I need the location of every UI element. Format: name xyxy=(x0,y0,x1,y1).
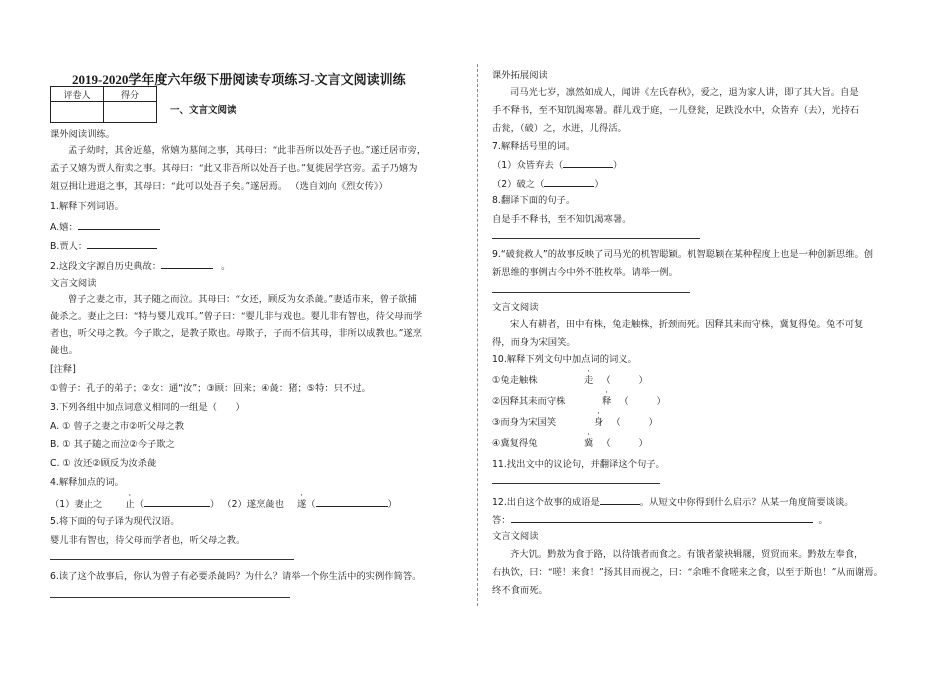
score-cell[interactable] xyxy=(104,102,157,123)
reading-heading: 文言文阅读 xyxy=(492,302,539,313)
answer-blank[interactable]: （ ） xyxy=(611,417,658,428)
passage-5-line: 右执饮，曰：“嗟！来食！”扬其目而视之，曰：“余唯不食嗟来之食，以至于斯也！”从而谢焉。 xyxy=(492,567,883,578)
passage-5-line: 终不食而死。 xyxy=(492,585,548,596)
answer-blank[interactable]: （ ） xyxy=(601,375,648,386)
answer-prompt: 答： 。 xyxy=(492,512,828,527)
question-1a: A.嬉： xyxy=(50,219,160,234)
score-table xyxy=(50,86,157,123)
answer-line[interactable] xyxy=(492,292,690,293)
answer-blank[interactable] xyxy=(563,157,613,168)
passage-3-line: 手不释书，至不知饥渴寒暑。群儿戏于庭，一儿登瓮，足跌没水中，众皆弃（去），光持石 xyxy=(492,105,860,116)
question-7: 7.解释括号里的词。 xyxy=(492,141,576,152)
passage-2-line: 彘杀之。妻止之曰：“特与婴儿戏耳。”曾子曰：“婴儿非与戏也。婴儿非有智也，待父母而学 xyxy=(50,311,423,322)
score-table-header-grader: 评卷人 xyxy=(51,87,104,102)
column-divider xyxy=(477,64,478,606)
left-column xyxy=(50,0,468,673)
question-11: 11.找出文中的议论句，并翻译这个句子。 xyxy=(492,459,665,470)
answer-blank[interactable]: （ ） xyxy=(619,396,666,407)
note-text: ①曾子：孔子的弟子；②女：通“汝”；③顾：回来；④彘：猪；⑤特：只不过。 xyxy=(50,383,371,394)
answer-blank[interactable] xyxy=(316,496,388,507)
score-table-header-score: 得分 xyxy=(104,87,157,102)
answer-line[interactable] xyxy=(492,483,660,484)
page-title: 2019-2020学年度六年级下册阅读专项练习-文言文阅读训练 xyxy=(72,72,406,87)
note-title: [注释] xyxy=(50,364,76,375)
question-1b: B.贾人： xyxy=(50,238,157,253)
question-10-item: ①兔走触株 走 （ ） xyxy=(492,375,648,386)
question-2: 2.这段文字源自历史典故： 。 xyxy=(50,258,230,273)
question-1: 1.解释下列词语。 xyxy=(50,201,124,212)
question-10: 10.解释下列文句中加点词的词义。 xyxy=(492,354,637,365)
option-c[interactable]: C. ① 汝还②顾反为汝杀彘 xyxy=(50,458,157,469)
question-9-line: 9.“破瓮救人”的故事反映了司马光的机智聪颖。机智聪颖在某种程度上也是一种创新思维。创 xyxy=(492,249,874,260)
question-10-item: ②因释其耒而守株 释 （ ） xyxy=(492,396,666,407)
passage-2-line: 彘也。 xyxy=(50,345,78,356)
question-6: 6.读了这个故事后，你认为曾子有必要杀彘吗？为什么？请举一个你生活中的实例作简答。 xyxy=(50,571,422,582)
question-10-item: ④冀复得兔 冀 （ ） xyxy=(492,438,648,449)
question-3: 3.下列各组中加点词意义相同的一组是（ ） xyxy=(50,402,245,413)
passage-5-line: 齐大饥。黔敖为食于路，以待饿者而食之。有饿者蒙袂辑屦，贸贸而来。黔敖左奉食， xyxy=(510,549,864,560)
question-8-sentence: 自是手不释书，至不知饥渴寒暑。 xyxy=(492,214,632,225)
question-9-line: 新思维的事例古今中外不胜枚举。请举一例。 xyxy=(492,267,678,278)
question-10-item: ③而身为宋国笑 身 （ ） xyxy=(492,417,658,428)
passage-1-line: 孟子又嬉为贾人衔卖之事。其母曰：“此又非吾所以处吾子也。”复徙居学宫旁。孟子乃嬉为 xyxy=(50,163,418,174)
reading-heading: 课外拓展阅读 xyxy=(492,70,548,81)
option-b[interactable]: B. ① 其子随之而泣②今子欺之 xyxy=(50,439,175,450)
section-heading: 一、文言文阅读 xyxy=(170,105,237,116)
answer-blank[interactable]: （ ） xyxy=(601,438,648,449)
passage-4-line: 得，而身为宋国笑。 xyxy=(492,337,576,348)
answer-line[interactable] xyxy=(492,238,700,239)
question-7-1: （1）众皆弃去（ ） xyxy=(492,157,622,172)
answer-blank[interactable] xyxy=(78,219,160,230)
passage-2-line: 者也，听父母之教。今子欺之，是教子欺也。母欺子，子而不信其母，非所以成教也。”遂烹 xyxy=(50,328,422,339)
question-4: 4.解释加点的词。 xyxy=(50,477,124,488)
intro-text: 课外阅读训练。 xyxy=(50,129,116,140)
passage-4-line: 宋人有耕者，田中有株，兔走触株，折颈而死。因释其耒而守株，冀复得兔。兔不可复 xyxy=(510,319,864,330)
passage-1-line: 孟子幼时，其舍近墓，常嬉为墓间之事，其母曰：“此非吾所以处吾子也。”遂迁居市旁， xyxy=(68,145,427,156)
answer-line[interactable] xyxy=(50,559,294,560)
answer-blank[interactable] xyxy=(600,494,640,505)
answer-blank[interactable] xyxy=(544,176,594,187)
question-12: 12.出自这个故事的成语是 。从短文中你得到什么启示？从某一角度简要谈谈。 xyxy=(492,494,854,509)
passage-1-line: 俎豆揖让进退之事，其母曰：“此可以处吾子矣。”遂居焉。 （选自刘向《烈女传》） xyxy=(50,181,388,192)
reading-heading: 文言文阅读 xyxy=(50,278,97,289)
passage-3-line: 击瓮，（破）之，水迸，儿得活。 xyxy=(492,123,627,134)
passage-3-line: 司马光七岁，凛然如成人，闻讲《左氏春秋》，爱之，退为家人讲，即了其大旨。自是 xyxy=(510,87,859,98)
option-a[interactable]: A. ① 曾子之妻之市②听父母之教 xyxy=(50,421,184,432)
question-8: 8.翻译下面的句子。 xyxy=(492,195,576,206)
reading-heading: 文言文阅读 xyxy=(492,531,539,542)
answer-blank[interactable] xyxy=(144,496,210,507)
answer-blank[interactable] xyxy=(87,238,157,249)
passage-2-line: 曾子之妻之市，其子随之而泣。其母曰：“女还，顾反为女杀彘。”妻适市来，曾子欲捕 xyxy=(68,294,417,305)
question-5-sentence: 婴儿非有智也，待父母而学者也，听父母之教。 xyxy=(50,535,246,546)
answer-line[interactable] xyxy=(50,597,290,598)
question-5: 5.将下面的句子译为现代汉语。 xyxy=(50,516,180,527)
answer-blank[interactable] xyxy=(511,512,813,523)
question-4-items: （1）妻止之 止（ ） （2）遂烹彘也 遂（ ） xyxy=(50,496,397,511)
answer-blank[interactable] xyxy=(161,258,213,269)
question-7-2: （2）破之（ ） xyxy=(492,176,604,191)
right-column xyxy=(492,0,912,673)
grader-cell[interactable] xyxy=(51,102,104,123)
